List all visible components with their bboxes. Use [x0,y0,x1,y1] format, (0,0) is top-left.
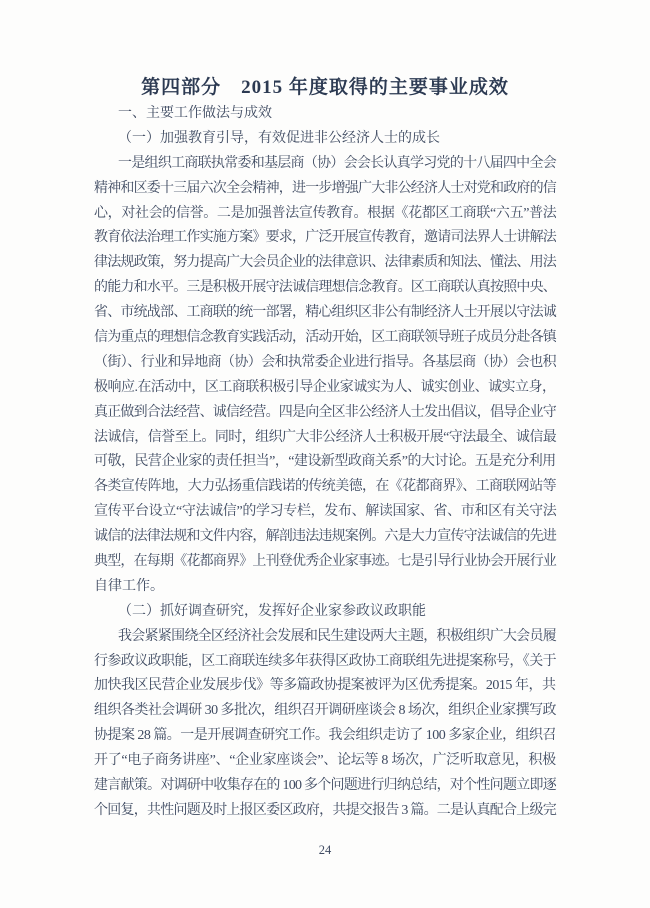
text-line-content: 宣传平台设立“守法诚信”的学习专栏，发布、解读国家、省、市和区有关守法 [94,504,557,520]
text-line [94,749,556,774]
document-title: 第四部分 2015 年度取得的主要事业成效 [141,77,509,98]
text-line [94,575,556,600]
text-line-content: 典型，在每期《花都商界》上刊登优秀企业家事迹。七是引导行业协会开展行业 [94,554,556,570]
text-line [94,376,556,401]
text-line-content: （街）、行业和异地商（协）会和执常委企业进行指导。各基层商（协）会也积 [94,354,556,370]
text-line-content: 一、主要工作做法与成效 [118,106,272,121]
text-line-content: 法诚信，信誉至上。同时，组织广大非公经济人士积极开展“守法最全、诚信最 [94,429,557,445]
text-line-content: 行参政议政职能，区工商联连续多年获得区政协工商联组先进提案称号，《关于 [94,653,556,669]
text-line-content: 各类宣传阵地，大力弘扬重信践诺的传统美德，在《花都商界》、工商联网站等 [94,479,556,495]
text-line [94,401,556,426]
text-line-content: 可敬，民营企业家的责任担当”，“建设新型政商关系”的大讨论。五是充分利用 [94,454,556,470]
text-line [94,724,556,749]
text-line [94,202,556,227]
text-line-content: 省、市统战部、工商联的统一部署，精心组织区非公有制经济人士开展以守法诚 [94,305,556,321]
text-line-content: 协提案 28 篇。一是开展调查研究工作。我会组织走访了 100 多家企业，组织召 [94,728,556,744]
text-line [94,127,556,152]
text-line [94,650,556,675]
text-line-content: 建言献策。对调研中收集存在的 100 多个问题进行归纳总结，对个性问题立即逐 [94,778,556,794]
page-number: 24 [318,843,332,857]
text-line-content: 精神和区委十三届六次全会精神，进一步增强广大非公经济人士对党和政府的信 [94,180,556,196]
text-line [94,500,556,525]
text-line-content: 个回复，共性问题及时上报区委区政府，共提交报告 3 篇。二是认真配合上级完 [94,802,556,818]
text-line [94,525,556,550]
text-line-content: 律法规政策，努力提高广大会员企业的法律意识、法律素质和知法、懂法、用法 [94,255,556,271]
text-line [94,177,556,202]
text-line [94,326,556,351]
text-line [94,625,556,650]
text-line [94,550,556,575]
text-line [94,152,556,177]
text-line-content: 极响应.在活动中，区工商联积极引导企业家诚实为人、诚实创业、诚实立身， [94,379,556,395]
text-line [94,226,556,251]
text-line-content: 诚信的法律法规和文件内容，解剖违法违规案例。六是大力宣传守法诚信的先进 [94,529,556,545]
text-line [94,301,556,326]
text-line [94,276,556,301]
text-line-content: 真正做到合法经营、诚信经营。四是向全区非公经济人士发出倡议，倡导企业守 [94,404,556,420]
text-line [94,450,556,475]
text-line [94,102,556,127]
text-line [94,351,556,376]
text-line-content: 教育依法治理工作实施方案》要求，广泛开展宣传教育，邀请司法界人士讲解法 [94,230,556,246]
text-line-content: 加快我区民营企业发展步伐》等多篇政协提案被评为区优秀提案。2015 年，共 [94,678,556,694]
document-body [94,102,556,824]
text-line [94,475,556,500]
text-line-content: （一）加强教育引导，有效促进非公经济人士的成长 [118,130,440,146]
text-line [94,600,556,625]
text-line [94,699,556,724]
text-line [94,674,556,699]
text-line-content: 自律工作。 [94,578,164,594]
text-line-content: 开了“电子商务讲座”、“企业家座谈会”、论坛等 8 场次，广泛听取意见，积极 [94,753,556,769]
text-line-content: 的能力和水平。三是积极开展守法诚信理想信念教育。区工商联认真按照中央、 [94,280,556,296]
text-line-content: 一是组织工商联执常委和基层商（协）会会长认真学习党的十八届四中全会 [118,155,556,171]
text-line-content: 组织各类社会调研 30 多批次，组织召开调研座谈会 8 场次，组织企业家撰写政 [94,703,556,719]
text-line-content: 心，对社会的信誉。二是加强普法宣传教育。根据《花都区工商联“六五”普法 [94,205,557,221]
text-line [94,799,556,824]
text-line [94,426,556,451]
text-line-content: （二）抓好调查研究，发挥好企业家参政议政职能 [118,603,426,619]
text-line-content: 信为重点的理想信念教育实践活动，活动开始，区工商联领导班子成员分赴各镇 [94,330,556,346]
text-line [94,251,556,276]
text-line [94,774,556,799]
text-line-content: 我会紧紧围绕全区经济社会发展和民生建设两大主题，积极组织广大会员履 [118,628,556,644]
